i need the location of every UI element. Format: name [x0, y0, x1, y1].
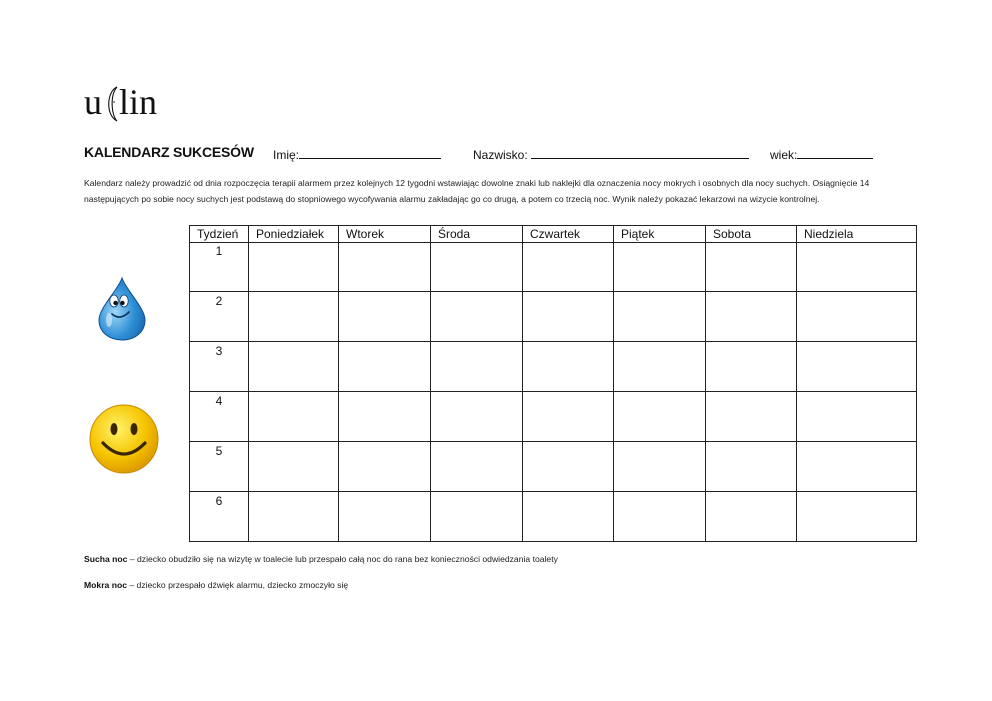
table-row	[190, 442, 917, 492]
day-cell[interactable]	[614, 243, 706, 292]
header-row	[84, 144, 914, 164]
day-cell[interactable]	[706, 243, 797, 292]
day-cell[interactable]	[523, 342, 614, 392]
day-cell[interactable]	[797, 392, 917, 442]
day-cell[interactable]	[431, 292, 523, 342]
day-cell[interactable]	[249, 442, 339, 492]
smiley-face-icon	[88, 403, 160, 475]
legend-dry-text: – dziecko obudziło się na wizytę w toalecie lub przespało całą noc do rana bez konieczności odwiedzania toalety	[127, 554, 558, 564]
day-cell[interactable]	[431, 243, 523, 292]
day-cell[interactable]	[523, 392, 614, 442]
day-cell[interactable]	[339, 292, 431, 342]
intro-text: Kalendarz należy prowadzić od dnia rozpoczęcia terapii alarmem przez kolejnych 12 tygodni wstawiając dowolne znaki lub naklejki dla oznaczenia nocy mokrych i osobnych dla nocy suchych. Osiągnięcie 14 następujących po sobie nocy suchych jest podstawą do stopniowego wycofywania alarmu zakładając go co drugą, a potem co trzecią noc. Wynik należy pokazać lekarzowi na wizycie kontrolnej.	[84, 178, 870, 204]
day-cell[interactable]	[706, 392, 797, 442]
day-cell[interactable]	[249, 342, 339, 392]
day-cell[interactable]	[797, 292, 917, 342]
age-label: wiek:	[770, 148, 798, 162]
day-cell[interactable]	[339, 243, 431, 292]
day-cell[interactable]	[614, 342, 706, 392]
header-wednesday: Środa	[431, 226, 523, 243]
day-cell[interactable]	[797, 342, 917, 392]
day-cell[interactable]	[249, 292, 339, 342]
table-row	[190, 392, 917, 442]
header-thursday: Czwartek	[523, 226, 614, 243]
legend-dry-term: Sucha noc	[84, 554, 128, 564]
day-cell[interactable]	[431, 392, 523, 442]
day-cell[interactable]	[339, 492, 431, 542]
header-friday: Piątek	[614, 226, 706, 243]
surname-field[interactable]	[473, 146, 749, 162]
legend-wet-night	[84, 580, 348, 590]
water-drop-face-icon	[96, 276, 148, 342]
week-number: 3	[190, 342, 249, 392]
day-cell[interactable]	[249, 243, 339, 292]
day-cell[interactable]	[339, 442, 431, 492]
day-cell[interactable]	[431, 342, 523, 392]
header-week: Tydzień	[190, 226, 249, 243]
week-number: 2	[190, 292, 249, 342]
age-field[interactable]	[770, 146, 873, 162]
legend-wet-text: – dziecko przespało dźwięk alarmu, dziecko zmoczyło się	[126, 580, 349, 590]
legend-wet-term: Mokra noc	[84, 580, 127, 590]
logo-text-right: lin	[119, 82, 158, 122]
legend-dry-night	[84, 554, 558, 564]
day-cell[interactable]	[614, 292, 706, 342]
day-cell[interactable]	[431, 442, 523, 492]
day-cell[interactable]	[797, 442, 917, 492]
table-row	[190, 342, 917, 392]
day-cell[interactable]	[706, 492, 797, 542]
surname-label: Nazwisko:	[473, 148, 528, 162]
day-cell[interactable]	[706, 292, 797, 342]
name-field[interactable]	[273, 146, 441, 162]
day-cell[interactable]	[523, 442, 614, 492]
page-title: KALENDARZ SUKCESÓW	[84, 144, 254, 160]
day-cell[interactable]	[614, 492, 706, 542]
table-header-row	[190, 226, 917, 243]
week-number: 5	[190, 442, 249, 492]
day-cell[interactable]	[706, 442, 797, 492]
week-number: 1	[190, 243, 249, 292]
header-tuesday: Wtorek	[339, 226, 431, 243]
day-cell[interactable]	[614, 442, 706, 492]
name-line[interactable]	[299, 146, 441, 159]
day-cell[interactable]	[614, 392, 706, 442]
header-sunday: Niedziela	[797, 226, 917, 243]
day-cell[interactable]	[339, 392, 431, 442]
day-cell[interactable]	[797, 492, 917, 542]
week-number: 6	[190, 492, 249, 542]
logo-text-left: u	[84, 82, 102, 122]
day-cell[interactable]	[249, 392, 339, 442]
surname-line[interactable]	[531, 146, 749, 159]
table-row	[190, 243, 917, 292]
table-row	[190, 292, 917, 342]
day-cell[interactable]	[249, 492, 339, 542]
header-monday: Poniedziałek	[249, 226, 339, 243]
age-line[interactable]	[797, 146, 873, 159]
table-row	[190, 492, 917, 542]
day-cell[interactable]	[523, 243, 614, 292]
week-number: 4	[190, 392, 249, 442]
success-calendar-table	[189, 225, 917, 542]
name-label: Imię:	[273, 148, 300, 162]
logo	[84, 82, 174, 128]
header-saturday: Sobota	[706, 226, 797, 243]
day-cell[interactable]	[706, 342, 797, 392]
day-cell[interactable]	[523, 292, 614, 342]
day-cell[interactable]	[339, 342, 431, 392]
day-cell[interactable]	[431, 492, 523, 542]
day-cell[interactable]	[797, 243, 917, 292]
day-cell[interactable]	[523, 492, 614, 542]
